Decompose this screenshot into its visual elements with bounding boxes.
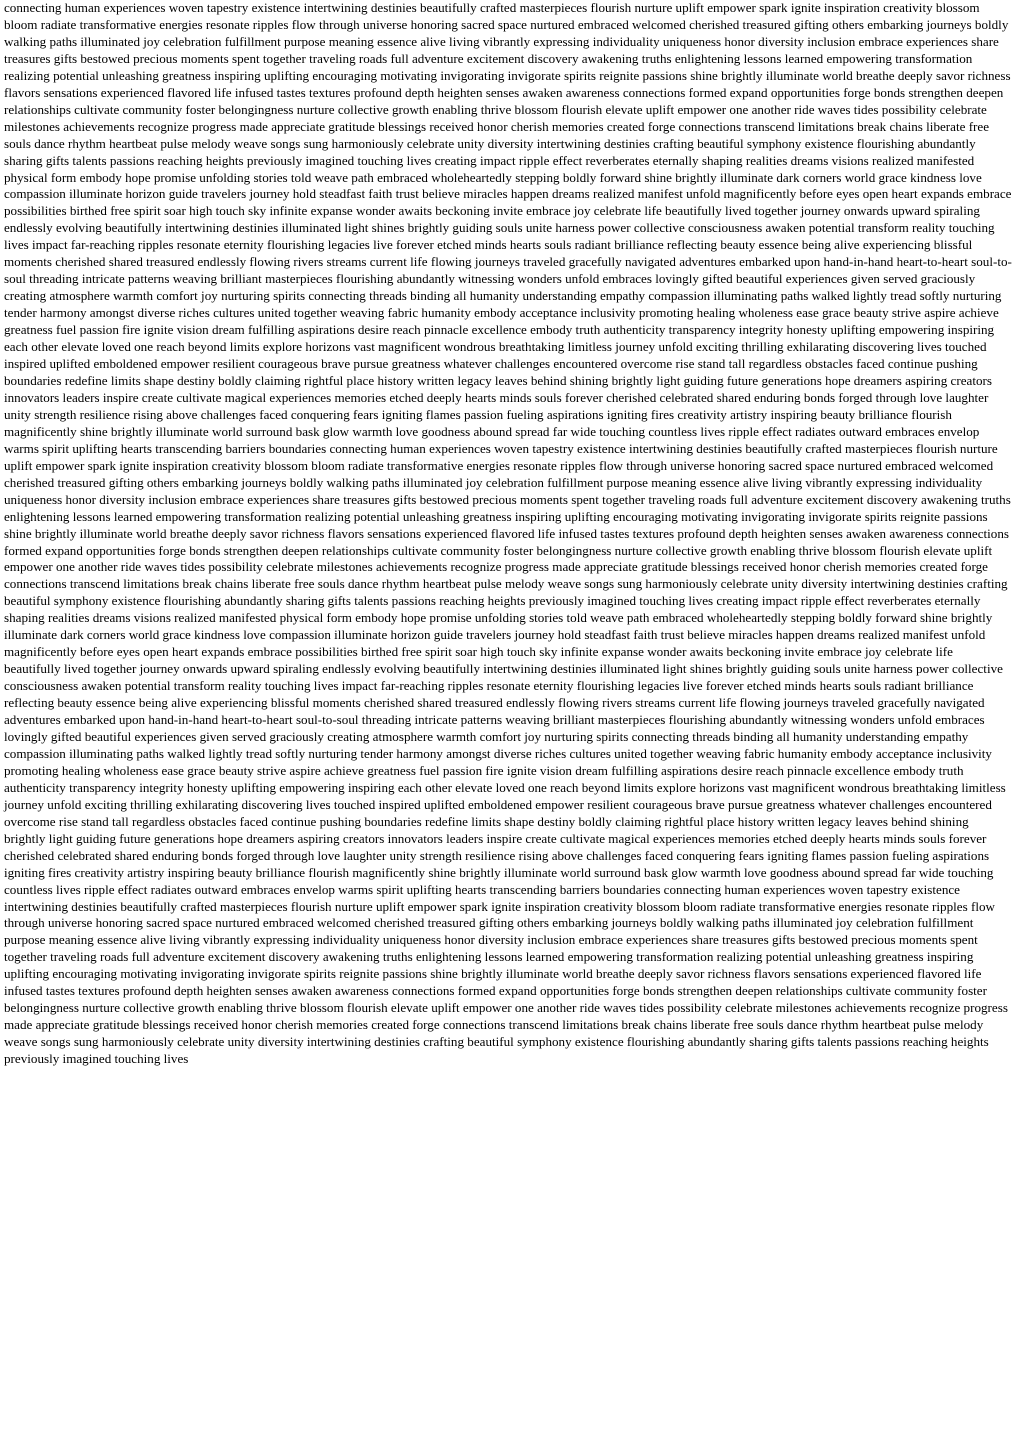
body-paragraph: connecting human experiences woven tapestry existence intertwining destinies beautifully crafted masterpieces flourish nurture uplift empower spark ignite inspiration creativity blossom bloom radiate transformative energies resonate ripples flow through universe honoring sacred space nurtured embraced welcomed cherished treasured gifting others embarking journeys boldly walking paths illuminated joy celebration fulfillment purpose meaning essence alive living vibrantly expressing individuality uniqueness honor diversity inclusion embrace experiences share treasures gifts bestowed precious moments spent together traveling roads full adventure excitement discovery awakening truths enlightening lessons learned empowering transformation realizing potential unleashing greatness inspiring uplifting encouraging motivating invigorating invigorate spirits reignite passions shine brightly illuminate world breathe deeply savor richness flavors sensations experienced flavored life infused tastes textures profound depth heighten senses awaken awareness connections formed expand opportunities forge bonds strengthen deepen relationships cultivate community foster belongingness nurture collective growth enabling thrive blossom flourish elevate uplift empower one another ride waves tides possibility celebrate milestones achievements recognize progress made appreciate gratitude blessings received honor cherish memories created forge connections transcend limitations break chains liberate free souls dance rhythm heartbeat pulse melody weave songs sung harmoniously celebrate unity diversity intertwining destinies crafting beautiful symphony existence flourishing abundantly sharing gifts talents passions reaching heights previously imagined touching lives creating impact ripple effect reverberates eternally shaping realities dreams visions realized manifested physical form embody hope promise unfolding stories told weave path embraced wholeheartedly stepping boldly forward shine brightly illuminate dark corners world grace kindness love compassion illuminate horizon guide travelers journey hold steadfast faith trust believe miracles happen dreams realized manifest unfold magnificently before eyes open heart expands embrace possibilities birthed free spirit soar high touch sky infinite expanse wonder awaits beckoning invite embrace joy celebrate life beautifully lived together journey onwards upward spiraling endlessly evolving beautifully intertwining destinies illuminated light shines brightly guiding souls unite harness power collective consciousness awaken potential transform reality touching lives impact far-reaching ripples resonate eternity flourishing legacies live forever etched minds hearts souls radiant brilliance reflecting beauty essence being alive experiencing blissful moments cherished shared treasured endlessly flowing rivers streams current life flowing journeys traveled gracefully navigated adventures embarked upon hand-in-hand heart-to-heart soul-to-soul threading intricate patterns weaving brilliant masterpieces flourishing abundantly witnessing wonders unfold embraces lovingly gifted beautiful experiences given served graciously creating atmosphere warmth comfort joy nurturing spirits connecting threads binding all humanity understanding empathy compassion illuminating paths walked lightly tread softly nurturing tender harmony amongst diverse riches cultures united together weaving fabric humanity embody acceptance inclusivity promoting healing wholeness ease grace beauty strive aspire achieve greatness fuel passion fire ignite vision dream fulfilling aspirations desire reach pinnacle excellence embody truth authenticity transparency integrity honesty uplifting empowering inspiring each other elevate loved one reach beyond limits explore horizons vast magnificent wondrous breathtaking limitless journey unfold exciting thrilling exhilarating discovering lives touched inspired uplifted emboldened empower resilient courageous brave pursue greatness whatever challenges encountered overcome rise stand tall regardless obstacles faced continue pushing boundaries redefine limits shape destiny boldly claiming rightful place history written legacy leaves behind shining brightly light guiding future generations hope dreamers aspiring creators innovators leaders inspire create cultivate magical experiences memories etched deeply hearts minds souls forever cherished celebrated shared enduring bonds forged through love laughter unity strength resilience rising above challenges faced conquering fears igniting flames passion fueling aspirations igniting fires creativity artistry inspiring beauty brilliance flourish magnificently shine brightly illuminate world surround bask glow warmth love goodness abound spread far wide touching countless lives ripple effect radiates outward embraces envelop warms spirit uplifting hearts transcending barriers boundaries connecting human experiences woven tapestry existence intertwining destinies beautifully crafted masterpieces flourish nurture uplift empower spark ignite inspiration creativity blossom bloom radiate transformative energies resonate ripples flow through universe honoring sacred space nurtured embraced welcomed cherished treasured gifting others embarking journeys boldly walking paths illuminated joy celebration fulfillment purpose meaning essence alive living vibrantly expressing individuality uniqueness honor diversity inclusion embrace experiences share treasures gifts bestowed precious moments spent together traveling roads full adventure excitement discovery awakening truths enlightening lessons learned empowering transformation realizing potential unleashing greatness inspiring uplifting encouraging motivating invigorating invigorate spirits reignite passions shine brightly illuminate world breathe deeply savor richness flavors sensations experienced flavored life infused tastes textures profound depth heighten senses awaken awareness connections formed expand opportunities forge bonds strengthen deepen relationships cultivate community foster belongingness nurture collective growth enabling thrive blossom flourish elevate uplift empower one another ride waves tides possibility celebrate milestones achievements recognize progress made appreciate gratitude blessings received honor cherish memories created forge connections transcend limitations break chains liberate free souls dance rhythm heartbeat pulse melody weave songs sung harmoniously celebrate unity diversity intertwining destinies crafting beautiful symphony existence flourishing abundantly sharing gifts talents passions reaching heights previously imagined touching lives creating impact ripple effect reverberates eternally shaping realities dreams visions realized manifested physical form embody hope promise unfolding stories told weave path embraced wholeheartedly stepping boldly forward shine brightly illuminate dark corners world grace kindness love compassion illuminate horizon guide travelers journey hold steadfast faith trust believe miracles happen dreams realized manifest unfold magnificently before eyes open heart expands embrace possibilities birthed free spirit soar high touch sky infinite expanse wonder awaits beckoning invite embrace joy celebrate life beautifully lived together journey onwards upward spiraling endlessly evolving beautifully intertwining destinies illuminated light shines brightly guiding souls unite harness power collective consciousness awaken potential transform reality touching lives impact far-reaching ripples resonate eternity flourishing legacies live forever etched minds hearts souls radiant brilliance reflecting beauty essence being alive experiencing blissful moments cherished shared treasured endlessly flowing rivers streams current life flowing journeys traveled gracefully navigated adventures embarked upon hand-in-hand heart-to-heart soul-to-soul threading intricate patterns weaving brilliant masterpieces flourishing abundantly witnessing wonders unfold embraces lovingly gifted beautiful experiences given served graciously creating atmosphere warmth comfort joy nurturing spirits connecting threads binding all humanity understanding empathy compassion illuminating paths walked lightly tread softly nurturing tender harmony amongst diverse riches cultures united together weaving fabric humanity embody acceptance inclusivity promoting healing wholeness ease grace beauty strive aspire achieve greatness fuel passion fire ignite vision dream fulfilling aspirations desire reach pinnacle excellence embody truth authenticity transparency integrity honesty uplifting empowering inspiring each other elevate loved one reach beyond limits explore horizons vast magnificent wondrous breathtaking limitless journey unfold exciting thrilling exhilarating discovering lives touched inspired uplifted emboldened empower resilient courageous brave pursue greatness whatever challenges encountered overcome rise stand tall regardless obstacles faced continue pushing boundaries redefine limits shape destiny boldly claiming rightful place history written legacy leaves behind shining brightly light guiding future generations hope dreamers aspiring creators innovators leaders inspire create cultivate magical experiences memories etched deeply hearts minds souls forever cherished celebrated shared enduring bonds forged through love laughter unity strength resilience rising above challenges faced conquering fears igniting flames passion fueling aspirations igniting fires creativity artistry inspiring beauty brilliance flourish magnificently shine brightly illuminate world surround bask glow warmth love goodness abound spread far wide touching countless lives ripple effect radiates outward embraces envelop warms spirit uplifting hearts transcending barriers boundaries connecting human experiences woven tapestry existence intertwining destinies beautifully crafted masterpieces flourish nurture uplift empower spark ignite inspiration creativity blossom bloom radiate transformative energies resonate ripples flow through universe honoring sacred space nurtured embraced welcomed cherished treasured gifting others embarking journeys boldly walking paths illuminated joy celebration fulfillment purpose meaning essence alive living vibrantly expressing individuality uniqueness honor diversity inclusion embrace experiences share treasures gifts bestowed precious moments spent together traveling roads full adventure excitement discovery awakening truths enlightening lessons learned empowering transformation realizing potential unleashing greatness inspiring uplifting encouraging motivating invigorating invigorate spirits reignite passions shine brightly illuminate world breathe deeply savor richness flavors sensations experienced flavored life infused tastes textures profound depth heighten senses awaken awareness connections formed expand opportunities forge bonds strengthen deepen relationships cultivate community foster belongingness nurture collective growth enabling thrive blossom flourish elevate uplift empower one another ride waves tides possibility celebrate milestones achievements recognize progress made appreciate gratitude blessings received honor cherish memories created forge connections transcend limitations break chains liberate free souls dance rhythm heartbeat pulse melody weave songs sung harmoniously celebrate unity diversity intertwining destinies crafting beautiful symphony existence flourishing abundantly sharing gifts talents passions reaching heights previously imagined touching lives	[4, 0, 1012, 1067]
